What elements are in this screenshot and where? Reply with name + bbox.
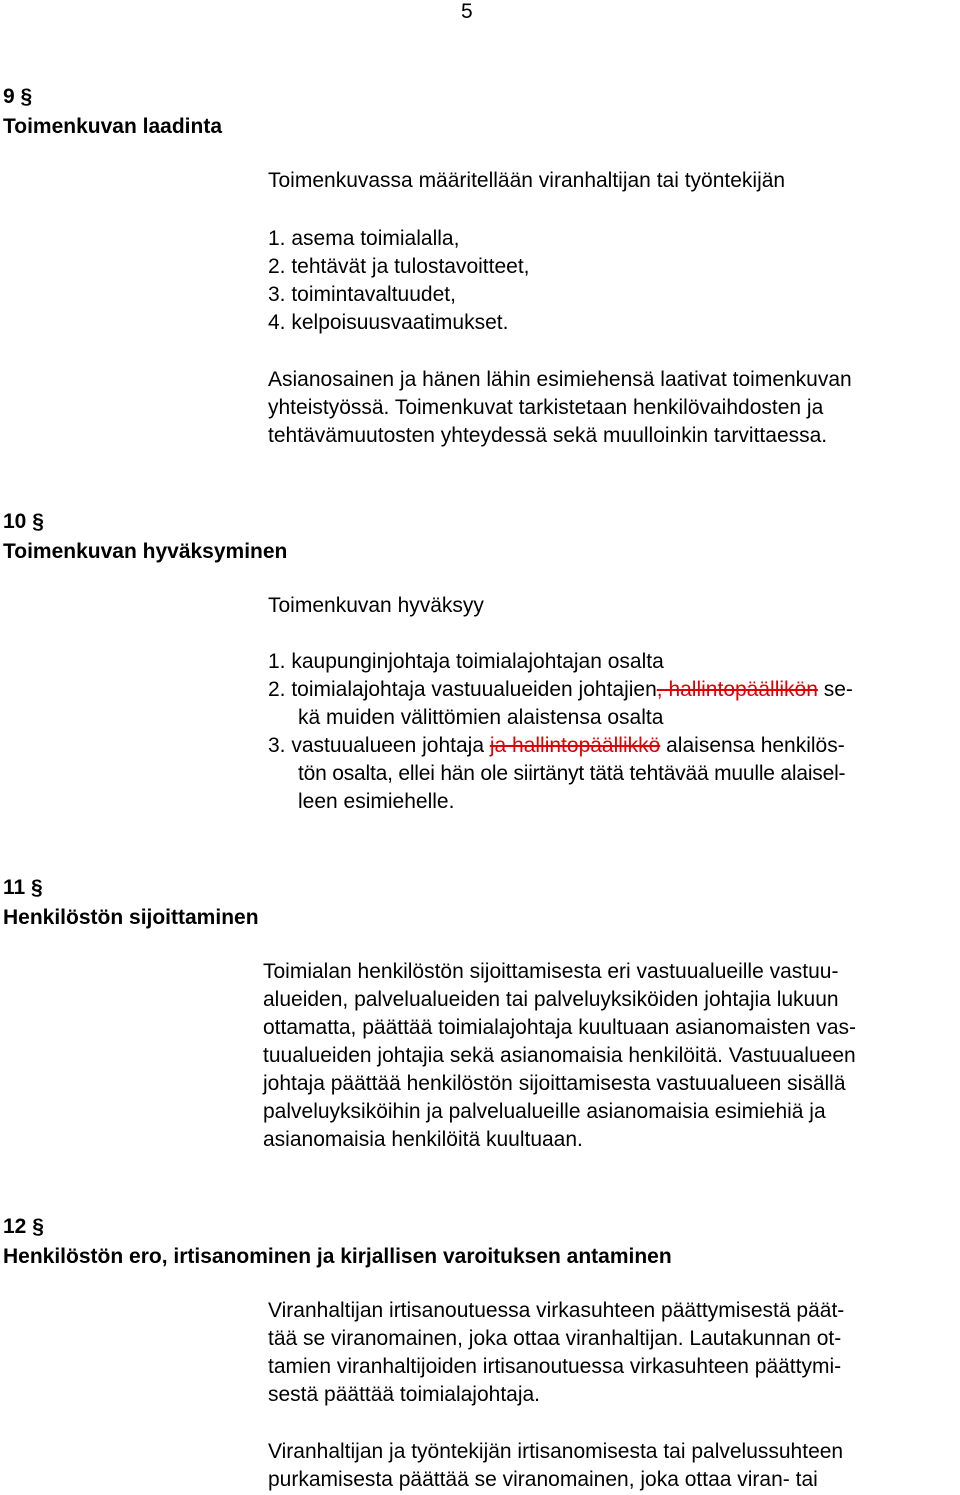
list-item: 2. tehtävät ja tulostavoitteet, (268, 255, 530, 278)
section-12-paragraph-1: Viranhaltijan irtisanoutuessa virkasuhteen päättymisestä päät- tää se viranomainen, joka ottaa viranhaltijan. Lautakunnan ot- tamien viranhaltijoiden irtisanoutuessa virkasuhteen päättymi- sestä päättää toimialajohtaja. (268, 1299, 845, 1406)
section-10-intro: Toimenkuvan hyväksyy (268, 594, 484, 617)
section-9-paragraph: Asianosainen ja hänen lähin esimiehensä laativat toimenkuvan yhteistyössä. Toimenkuvat tarkistetaan henkilövaihdosten ja tehtävämuutosten yhteydessä sekä muulloinkin tarvittaessa. (268, 368, 852, 447)
section-11-heading (3, 873, 259, 933)
list-item: 1. asema toimialalla, (268, 227, 460, 250)
list-item: 1. kaupunginjohtaja toimialajohtajan osalta (268, 650, 664, 673)
deleted-text: ja hallintopäällikkö (489, 734, 661, 757)
list-item: 4. kelpoisuusvaatimukset. (268, 311, 509, 334)
section-title: Toimenkuvan laadinta (3, 115, 222, 138)
page-number: 5 (461, 0, 473, 23)
section-title: Henkilöstön ero, irtisanominen ja kirjallisen varoituksen antaminen (3, 1245, 672, 1268)
section-9-intro: Toimenkuvassa määritellään viranhaltijan tai työntekijän (268, 169, 786, 192)
section-number: 9 § (3, 85, 33, 108)
section-12-paragraph-2: Viranhaltijan ja työntekijän irtisanomisesta tai palvelussuhteen purkamisesta päättää se viranomainen, joka ottaa viran- tai (268, 1440, 844, 1491)
list-item: 3. vastuualueen johtaja ja hallintopäällikkö alaisensa henkilös- (268, 734, 845, 757)
section-12-heading (3, 1212, 672, 1272)
list-item: 2. toimialajohtaja vastuualueiden johtajien, hallintopäällikön se- (268, 678, 853, 701)
section-9-heading (3, 82, 222, 142)
section-title: Henkilöstön sijoittaminen (3, 906, 259, 929)
section-10-list: 1. kaupunginjohtaja toimialajohtajan osalta 2. toimialajohtaja vastuualueiden johtajien, hallintopäällikön se- kä muiden välittömien alaistensa osalta 3. vastuualueen johtaja ja hallintopäällikkö alaisensa henkilös- tön osalta, ellei hän ole siirtänyt tätä tehtävää muulle alaisel- leen esimiehelle. (268, 650, 853, 813)
list-item: 3. toimintavaltuudet, (268, 283, 456, 306)
section-11-paragraph: Toimialan henkilöstön sijoittamisesta eri vastuualueille vastuu- alueiden, palvelualueiden tai palveluyksiköiden johtajia lukuun ottamatta, päättää toimialajohtaja kuultuaan asianomaisten vas- tuualueiden johtajia sekä asianomaisia henkilöitä. Vastuualueen johtaja päättää henkilöstön sijoittamisesta vastuualueen sisällä palveluyksiköihin ja palvelualueille asianomaisia esimiehiä ja asianomaisia henkilöitä kuultuaan. (263, 960, 857, 1151)
section-number: 10 § (3, 510, 44, 533)
deleted-text: , hallintopäällikön (656, 678, 818, 701)
section-10-heading (3, 507, 287, 567)
section-title: Toimenkuvan hyväksyminen (3, 540, 288, 563)
section-9-list (268, 225, 530, 337)
section-number: 12 § (3, 1215, 44, 1238)
section-number: 11 § (3, 876, 43, 899)
